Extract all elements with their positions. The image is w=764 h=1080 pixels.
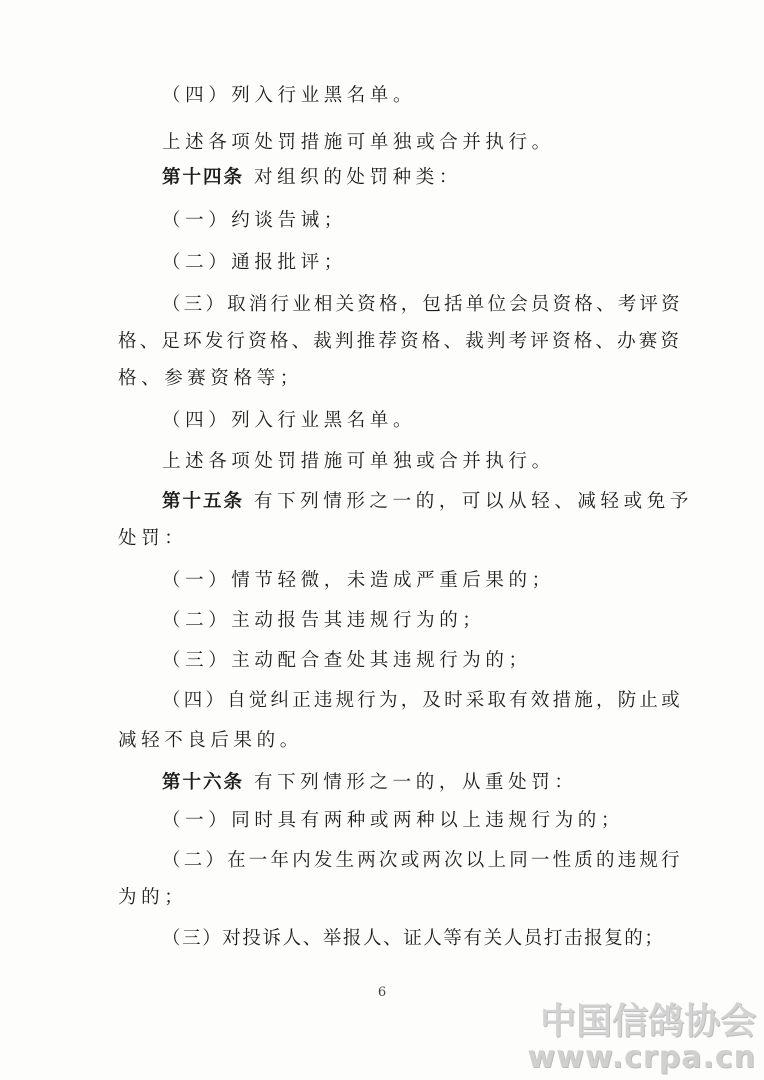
- article-15-line: 第十五条 有下列情形之一的，可以从轻、减轻或免予: [162, 491, 693, 512]
- watermark-url: www.crpa.cn: [527, 1040, 756, 1075]
- watermark: [528, 1002, 756, 1074]
- text-line: （一）情节轻微，未造成严重后果的；: [162, 570, 555, 591]
- text-line: 处罚：: [118, 528, 188, 549]
- article-14-heading: 第十四条: [162, 167, 245, 188]
- text-line: 格、足环发行资格、裁判推荐资格、裁判考评资格、办赛资: [118, 331, 683, 352]
- article-15-heading: 第十五条: [162, 491, 245, 512]
- article-16-line: 第十六条 有下列情形之一的，从重处罚：: [162, 772, 578, 793]
- watermark-org-name: 中国信鸽协会: [539, 1001, 756, 1042]
- text-line: （三）取消行业相关资格，包括单位会员资格、考评资: [162, 294, 683, 315]
- text-line: （四）列入行业黑名单。: [162, 410, 417, 431]
- page-number: 6: [377, 985, 387, 1000]
- text-line: （一）约谈告诫；: [162, 210, 347, 231]
- text-line: （一）同时具有两种或两种以上违规行为的；: [162, 810, 625, 831]
- text-line: （四）列入行业黑名单。: [162, 85, 417, 106]
- text-line: （三）对投诉人、举报人、证人等有关人员打击报复的；: [162, 928, 665, 949]
- text-line: （二）在一年内发生两次或两次以上同一性质的违规行: [162, 850, 683, 871]
- text-line: （二）通报批评；: [162, 252, 347, 273]
- text-line: 格、参赛资格等；: [118, 368, 303, 389]
- text-line: 上述各项处罚措施可单独或合并执行。: [162, 451, 555, 472]
- text-line: （四）自觉纠正违规行为，及时采取有效措施，防止或: [162, 690, 683, 711]
- article-16-heading: 第十六条: [162, 772, 245, 793]
- article-14-line: 第十四条 对组织的处罚种类：: [162, 167, 462, 188]
- text-line: （二）主动报告其违规行为的；: [162, 610, 486, 631]
- text-line: 减轻不良后果的。: [118, 730, 303, 751]
- text-line: （三）主动配合查处其违规行为的；: [162, 650, 532, 671]
- text-line: 上述各项处罚措施可单独或合并执行。: [162, 132, 555, 153]
- text-line: 为的；: [118, 887, 188, 908]
